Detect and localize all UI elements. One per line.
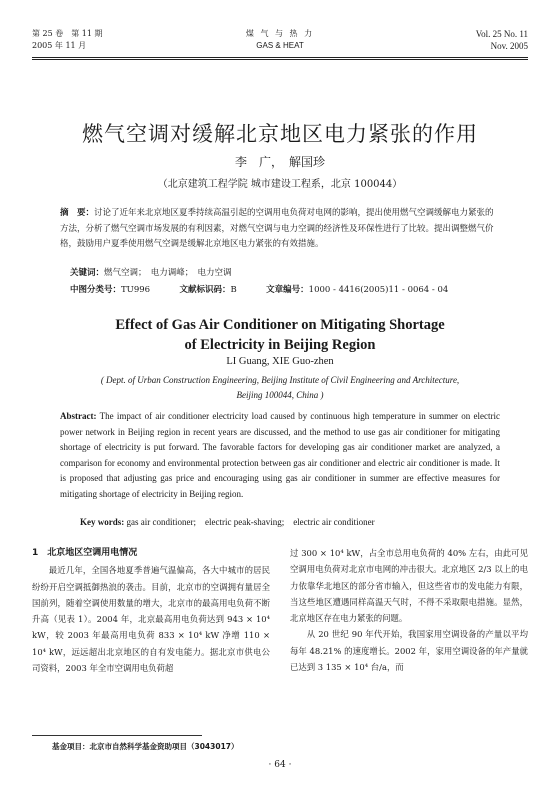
chinese-keywords: 关键词：燃气空调； 电力调峰； 电力空调 bbox=[70, 268, 232, 278]
footnote: 基金项目：北京市自然科学基金资助项目（3043017） bbox=[52, 742, 239, 751]
body-paragraph: 从 20 世纪 90 年代开始，我国家用空调设备的产量以平均每年 48.21% 的速度增长。2002 年，家用空调设备的年产量就已达到 3 135 × 10⁴ 台/a，而 bbox=[290, 629, 528, 673]
english-abstract-label: Abstract: bbox=[60, 411, 97, 421]
chinese-authors: 李 广， 解国珍 bbox=[234, 155, 325, 169]
chinese-title: 燃气空调对缓解北京地区电力紧张的作用 bbox=[82, 122, 478, 146]
body-paragraph: 过 300 × 10⁴ kW，占全市总用电负荷的 40% 左右，由此可见空调用电负荷对北京市电网的冲击很大。北京地区 2/3 以上的电力依靠华北地区的部分省市输入，但这些省市的发电能力有限，当这些地区遭遇同样高温天气时，不得不采取限电措施。显然，北京地区存在电力紧张的问题。 bbox=[290, 548, 528, 624]
english-abstract-text: The impact of air conditioner electricity load caused by continuous high temperature in summer on electric power network in Beijing region in recent years are discussed, and the method to use gas air conditioner for mitigating shortage of electricity is put forward. The favorable factors for developing gas air conditioner market are analyzed, a comparison for economy and environmental protection between gas air conditioner and electric air conditioner is made. It is proposed that adjusting gas price and encouraging using gas air conditioner in summer are effective measures for mitigating shortage of electricity in Beijing region. bbox=[60, 411, 500, 499]
header-volume: 第 25 卷 第 11 期 2005 年 11 月 bbox=[32, 29, 103, 50]
chinese-abstract-label: 摘 要： bbox=[60, 208, 95, 218]
footnote-rule bbox=[32, 735, 202, 736]
header-journal-name: 煤 气 与 热 力 GAS & HEAT bbox=[245, 29, 315, 50]
chinese-abstract bbox=[60, 206, 500, 253]
header-rule bbox=[32, 57, 528, 58]
chinese-abstract-text: 讨论了近年来北京地区夏季持续高温引起的空调用电负荷对电网的影响，提出使用燃气空调缓解电力紧张的方法，分析了燃气空调市场发展的有利因素，对燃气空调与电力空调的经济性及环保性进行了比较。提出调整燃气价格，鼓励用户夏季使用燃气空调是缓解北京地区电力紧张的有效措施。 bbox=[60, 208, 494, 249]
journal-header bbox=[32, 28, 528, 56]
classification-line: 中图分类号：TU996 文献标识码：B 文章编号：1000 - 4416(2005)11 - 0064 - 04 bbox=[70, 285, 449, 295]
page-number: · 64 · bbox=[268, 760, 292, 770]
english-title: Effect of Gas Air Conditioner on Mitigating Shortage of Electricity in Beijing Region bbox=[115, 317, 445, 353]
body-right-column bbox=[290, 545, 528, 675]
header-rule-2 bbox=[32, 59, 528, 60]
body-left-column bbox=[32, 545, 270, 676]
body-paragraph: 最近几年，全国各地夏季普遍气温偏高，各大中城市的居民纷纷开启空调抵御热浪的袭击。目前，北京市的空调拥有量居全国前列，随着空调使用数量的增大，北京市的最高用电负荷不断升高（见表 1）。2004 年，北京最高用电负荷达到 943 × 10⁴ kW，较 2003 年最高用电负荷 833 × 10⁴ kW 净增 110 × 10⁴ kW，远远超出北京地区的自有发电能力。据北京市供电公司资料，2003 年全市空调用电负荷超 bbox=[32, 565, 270, 674]
english-abstract bbox=[60, 409, 500, 502]
section-heading: 1 北京地区空调用电情况 bbox=[32, 548, 138, 558]
english-authors: LI Guang, XIE Guo-zhen bbox=[226, 356, 334, 367]
chinese-affiliation: （北京建筑工程学院 城市建设工程系，北京 100044） bbox=[157, 179, 403, 190]
english-keywords: Key words: gas air conditioner; electric peak-shaving; electric air conditioner bbox=[80, 517, 375, 527]
header-volume-en: Vol. 25 No. 11 Nov. 2005 bbox=[475, 29, 528, 51]
english-affiliation: ( Dept. of Urban Construction Engineering, Beijing Institute of Civil Engineering and Architecture, Beijing 100044, China ) bbox=[100, 375, 460, 400]
